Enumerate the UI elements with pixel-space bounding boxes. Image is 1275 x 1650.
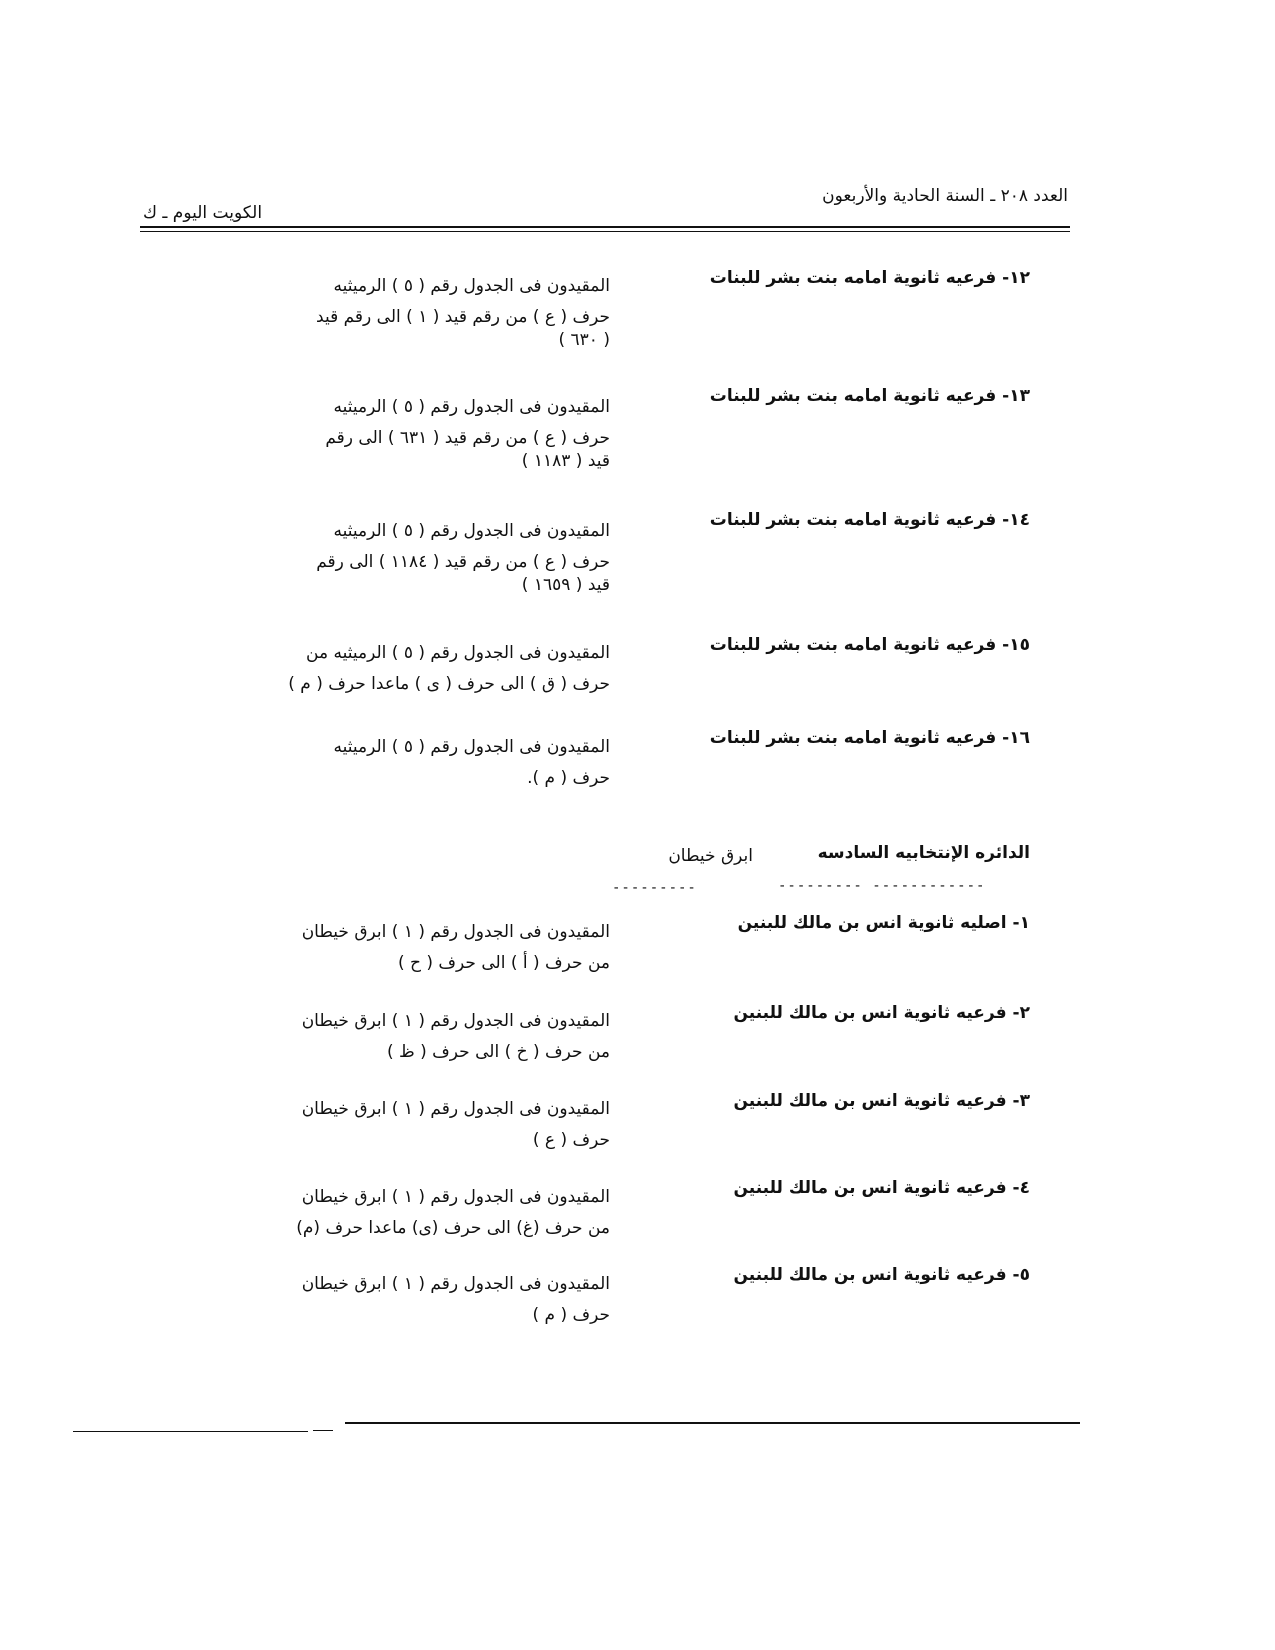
description-line: المقيدون فى الجدول رقم ( ٥ ) الرميثيه من bbox=[306, 643, 610, 663]
description-line: المقيدون فى الجدول رقم ( ٥ ) الرميثيه bbox=[333, 397, 610, 417]
entry bbox=[0, 913, 1275, 973]
publication-header: الكويت اليوم ـ ك bbox=[143, 203, 263, 223]
description-line: حرف ( ع ) من رقم قيد ( ١١٨٤ ) الى رقم bbox=[316, 552, 610, 572]
entry bbox=[0, 1003, 1275, 1062]
footer-rule-right bbox=[345, 1422, 1080, 1424]
entry-description bbox=[200, 917, 610, 979]
description-line: المقيدون فى الجدول رقم ( ٥ ) الرميثيه bbox=[333, 276, 610, 296]
description-line: من حرف ( أ ) الى حرف ( ح ) bbox=[397, 953, 610, 973]
entry bbox=[0, 728, 1275, 788]
district-title-underline: --------- ------------ bbox=[778, 878, 986, 894]
school-name: ١٦- فرعيه ثانوية امامه بنت بشر للبنات bbox=[709, 728, 1030, 748]
school-name: ١- اصليه ثانوية انس بن مالك للبنين bbox=[737, 913, 1030, 933]
school-name: ٢- فرعيه ثانوية انس بن مالك للبنين bbox=[733, 1003, 1030, 1023]
entry-description bbox=[200, 1269, 610, 1331]
description-line: ( ٦٣٠ ) bbox=[558, 330, 610, 350]
description-line: المقيدون فى الجدول رقم ( ١ ) ابرق خيطان bbox=[301, 1011, 610, 1031]
description-line: حرف ( م ) bbox=[532, 1305, 610, 1325]
description-line: المقيدون فى الجدول رقم ( ١ ) ابرق خيطان bbox=[301, 922, 610, 942]
entry bbox=[0, 635, 1275, 694]
entry-description bbox=[200, 516, 610, 601]
school-name: ٣- فرعيه ثانوية انس بن مالك للبنين bbox=[733, 1091, 1030, 1111]
entry bbox=[0, 268, 1275, 350]
footer-rule-mark bbox=[313, 1430, 333, 1431]
footer-rule-left bbox=[73, 1431, 308, 1432]
header-rule-thin bbox=[140, 231, 1070, 232]
description-line: من حرف ( خ ) الى حرف ( ظ ) bbox=[386, 1042, 610, 1062]
school-name: ٥- فرعيه ثانوية انس بن مالك للبنين bbox=[733, 1265, 1030, 1285]
district-title: الدائره الإنتخابيه السادسه bbox=[817, 843, 1030, 863]
entry bbox=[0, 386, 1275, 471]
school-name: ١٤- فرعيه ثانوية امامه بنت بشر للبنات bbox=[709, 510, 1030, 530]
school-name: ١٣- فرعيه ثانوية امامه بنت بشر للبنات bbox=[709, 386, 1030, 406]
entry-description bbox=[200, 732, 610, 794]
description-line: حرف ( ع ) من رقم قيد ( ١ ) الى رقم قيد bbox=[316, 307, 610, 327]
description-line: حرف ( ق ) الى حرف ( ى ) ماعدا حرف ( م ) bbox=[288, 674, 610, 694]
school-name: ٤- فرعيه ثانوية انس بن مالك للبنين bbox=[733, 1178, 1030, 1198]
description-line: قيد ( ١٦٥٩ ) bbox=[521, 575, 610, 595]
description-line: المقيدون فى الجدول رقم ( ٥ ) الرميثيه bbox=[333, 737, 610, 757]
description-line: حرف ( م ). bbox=[527, 768, 610, 788]
area-title-underline: --------- bbox=[612, 880, 697, 896]
description-line: المقيدون فى الجدول رقم ( ١ ) ابرق خيطان bbox=[301, 1099, 610, 1119]
entry-description bbox=[200, 1182, 610, 1244]
entry-description bbox=[200, 1006, 610, 1068]
entry-description bbox=[200, 392, 610, 477]
entry bbox=[0, 1178, 1275, 1238]
entry-description bbox=[200, 271, 610, 356]
header-rule-thick bbox=[140, 226, 1070, 228]
description-line: حرف ( ع ) bbox=[532, 1130, 610, 1150]
school-name: ١٢- فرعيه ثانوية امامه بنت بشر للبنات bbox=[709, 268, 1030, 288]
entry bbox=[0, 1091, 1275, 1150]
entry-description bbox=[200, 638, 610, 700]
description-line: المقيدون فى الجدول رقم ( ٥ ) الرميثيه bbox=[333, 521, 610, 541]
entry bbox=[0, 1265, 1275, 1325]
issue-header: العدد ٢٠٨ ـ السنة الحادية والأربعون bbox=[822, 186, 1068, 206]
description-line: قيد ( ١١٨٣ ) bbox=[521, 451, 610, 471]
description-line: من حرف (غ) الى حرف (ى) ماعدا حرف (م) bbox=[296, 1218, 610, 1238]
entry-description bbox=[200, 1094, 610, 1156]
description-line: المقيدون فى الجدول رقم ( ١ ) ابرق خيطان bbox=[301, 1274, 610, 1294]
entry bbox=[0, 510, 1275, 595]
area-title: ابرق خيطان bbox=[668, 846, 753, 866]
description-line: حرف ( ع ) من رقم قيد ( ٦٣١ ) الى رقم bbox=[325, 428, 610, 448]
description-line: المقيدون فى الجدول رقم ( ١ ) ابرق خيطان bbox=[301, 1187, 610, 1207]
school-name: ١٥- فرعيه ثانوية امامه بنت بشر للبنات bbox=[709, 635, 1030, 655]
